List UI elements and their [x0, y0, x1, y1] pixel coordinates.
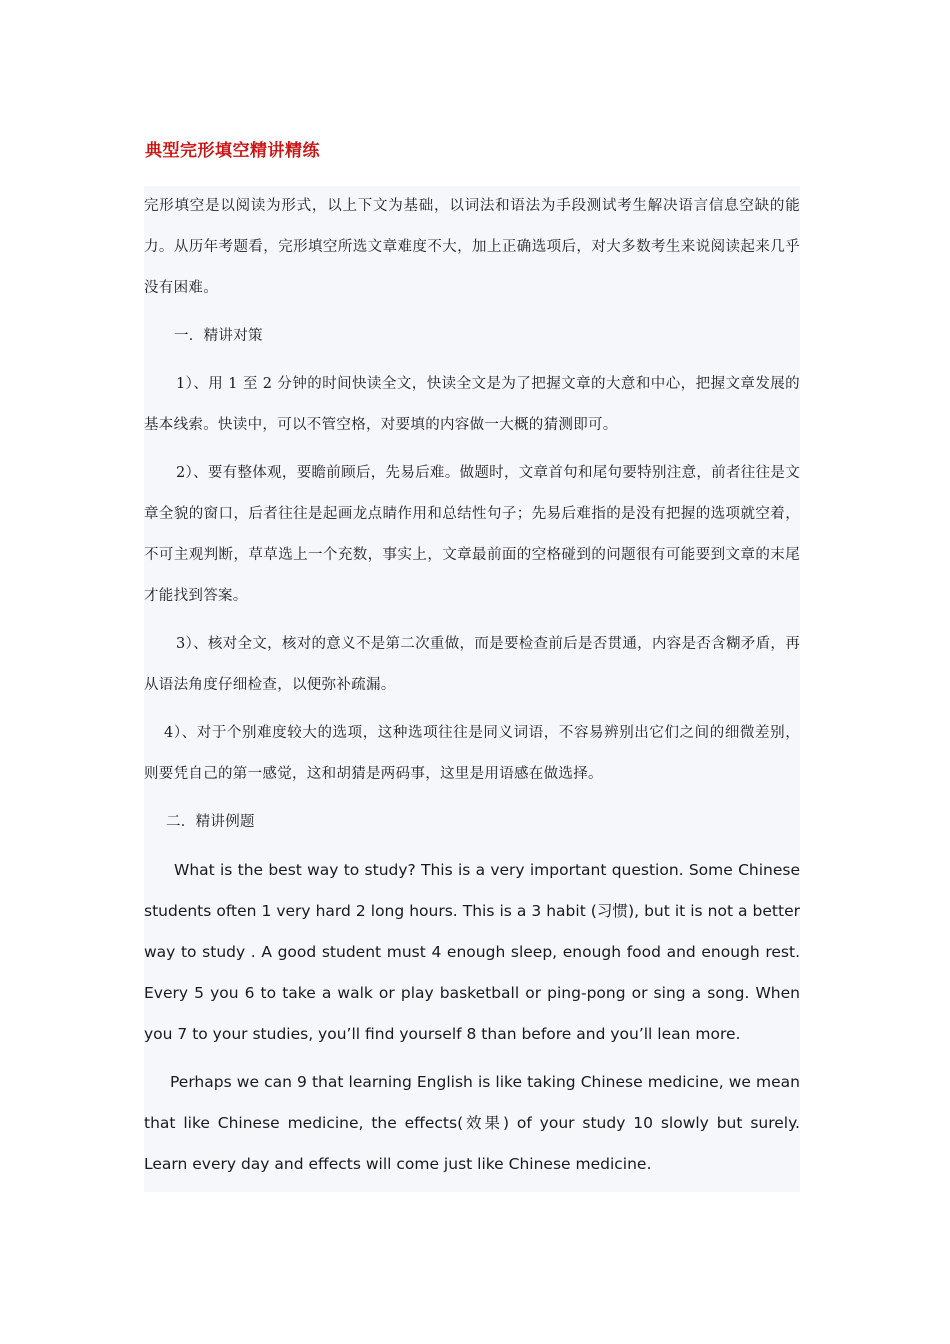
- strategy-paragraph-2: 2）、要有整体观，要瞻前顾后，先易后难。做题时，文章首句和尾句要特别注意，前者往往是文章全貌的窗口，后者往往是起画龙点睛作用和总结性句子；先易后难指的是没有把握的选项就空着，不可主观判断，草草选上一个充数，事实上，文章最前面的空格碰到的问题很有可能要到文章的末尾才能找到答案。: [144, 465, 800, 604]
- intro-paragraph: 完形填空是以阅读为形式，以上下文为基础，以词法和语法为手段测试考生解决语言信息空缺的能力。从历年考题看，完形填空所选文章难度不大，加上正确选项后，对大多数考生来说阅读起来几乎没有困难。: [144, 198, 800, 296]
- document-body: [144, 186, 800, 1192]
- passage-paragraph-2: Perhaps we can 9 that learning English is like taking Chinese medicine, we mean that like Chinese medicine, the effects(效果) of your study 10 slowly but surely. Learn every day and effects will come just like Chinese medicine.: [144, 1073, 800, 1173]
- strategy-paragraph-3: 3）、核对全文，核对的意义不是第二次重做，而是要检查前后是否贯通，内容是否含糊矛盾，再从语法角度仔细检查，以便弥补疏漏。: [144, 636, 800, 693]
- page-title: 典型完形填空精讲精练: [145, 141, 320, 161]
- section-heading-strategies: 一．精讲对策: [174, 328, 263, 344]
- passage-paragraph-1: What is the best way to study? This is a very important question. Some Chinese students often 1 very hard 2 long hours. This is a 3 habit (习惯), but it is not a better way to study . A good student must 4 enough sleep, enough food and enough rest. Every 5 you 6 to take a walk or play basketball or ping-pong or sing a song. When you 7 to your studies, you’ll find yourself 8 than before and you’ll lean more.: [144, 861, 800, 1043]
- strategy-paragraph-1: 1）、用 1 至 2 分钟的时间快读全文，快读全文是为了把握文章的大意和中心，把握文章发展的基本线索。快读中，可以不管空格，对要填的内容做一大概的猜测即可。: [144, 376, 800, 433]
- strategy-paragraph-4: 4）、对于个别难度较大的选项，这种选项往往是同义词语，不容易辨别出它们之间的细微差别，则要凭自己的第一感觉，这和胡猜是两码事，这里是用语感在做选择。: [144, 725, 800, 782]
- section-heading-examples: 二．精讲例题: [166, 814, 255, 830]
